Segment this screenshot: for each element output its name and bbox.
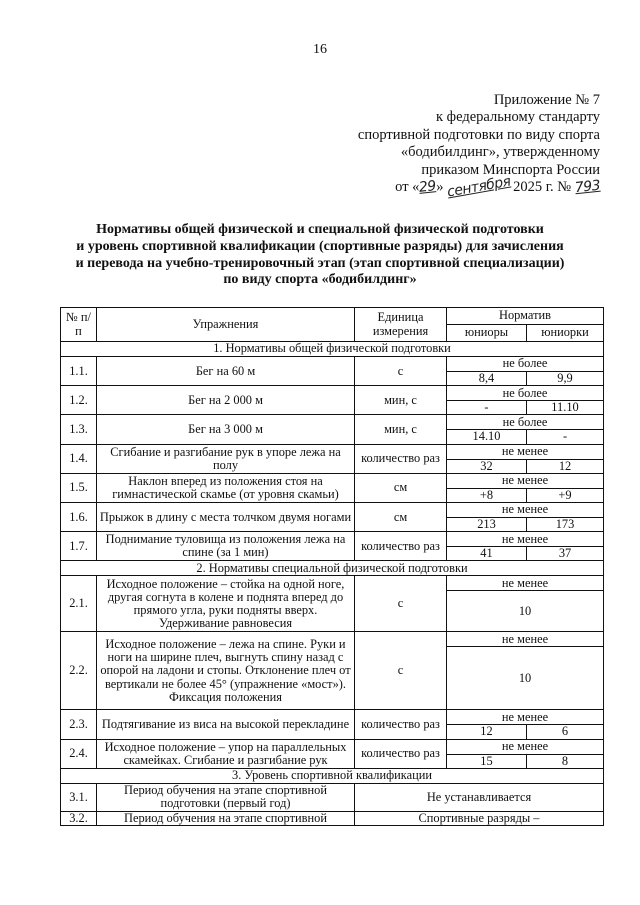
row-unit: количество раз [355,739,447,768]
row-num: 3.2. [61,811,97,825]
row-condition: не более [447,415,604,430]
table-row [61,444,604,459]
handwritten-month: сентября [446,173,512,201]
value-juniors-m: 12 [447,725,527,739]
row-num: 1.2. [61,386,97,415]
row-num: 1.6. [61,503,97,532]
row-unit: мин, с [355,386,447,415]
row-unit: см [355,473,447,502]
row-exercise: Подтягивание из виса на высокой перекладине [97,710,355,739]
value-common: 10 [447,647,604,710]
row-exercise: Бег на 60 м [97,357,355,386]
title-line: по виду спорта «бодибилдинг» [223,272,417,288]
date-prefix: от « [395,179,420,196]
value-juniors-m: 14.10 [447,430,527,444]
value-juniors-f: 37 [527,547,604,561]
row-num: 1.3. [61,415,97,444]
value-common: Спортивные разряды – [355,811,604,825]
value-common: Не устанавливается [355,783,604,811]
row-exercise: Период обучения на этапе спортивной [97,811,355,825]
row-exercise: Бег на 2 000 м [97,386,355,415]
handwritten-day: 29 [418,178,437,196]
value-juniors-m: 32 [447,459,527,473]
table-row [61,415,604,430]
appendix-header [300,92,601,201]
appendix-line: к федеральному стандарту [436,109,600,126]
table-header-row [61,308,604,325]
value-juniors-f: 11.10 [527,401,604,415]
header-exercise: Упражнения [97,308,355,342]
row-exercise: Исходное положение – лежа на спине. Руки и ноги на ширине плеч, выгнуть спину назад с опорой на ладони и стопы. Отклонение плеч от вертикали не более 45° (упражнение «мост»). Фиксация положения [97,632,355,710]
section-row [61,561,604,576]
row-condition: не менее [447,532,604,547]
table-row [61,576,604,591]
appendix-line: приказом Минспорта России [421,161,600,178]
row-exercise: Исходное положение – стойка на одной ноге, другая согнута в колене и поднята вперед до прямого угла, руки подняты вверх. Удерживание равновесия [97,576,355,632]
row-num: 2.2. [61,632,97,710]
section-title: 2. Нормативы специальной физической подготовки [61,561,604,576]
section-title: 3. Уровень спортивной квалификации [61,768,604,783]
document-title [30,222,610,289]
row-condition: не менее [447,710,604,725]
value-juniors-f: 173 [527,518,604,532]
section-title: 1. Нормативы общей физической подготовки [61,342,604,357]
row-unit: мин, с [355,415,447,444]
table-row [61,532,604,547]
row-unit: количество раз [355,532,447,561]
value-common: 10 [447,591,604,632]
value-juniors-m: - [447,401,527,415]
table-row [61,710,604,725]
table-row [61,357,604,372]
value-juniors-f: 12 [527,459,604,473]
row-unit: с [355,632,447,710]
header-juniors-m: юниоры [447,325,527,342]
appendix-line: «бодибилдинг», утвержденному [400,144,600,161]
appendix-line: спортивной подготовки по виду спорта [357,126,600,143]
value-juniors-m: +8 [447,488,527,502]
table-row [61,473,604,488]
handwritten-order-number: 793 [573,177,601,197]
row-condition: не менее [447,576,604,591]
row-num: 1.1. [61,357,97,386]
row-unit: с [355,357,447,386]
header-num: № п/п [61,308,97,342]
title-line: и уровень спортивной квалификации (спортивные разряды) для зачисления [76,238,564,254]
row-condition: не менее [447,444,604,459]
title-line: и перевода на учебно-тренировочный этап (этап спортивной специализации) [75,255,565,271]
row-condition: не более [447,357,604,372]
standards-table [60,307,604,826]
header-juniors-f: юниорки [527,325,604,342]
row-unit: см [355,503,447,532]
table-row [61,783,604,811]
row-condition: не менее [447,503,604,518]
value-juniors-f: 9,9 [527,372,604,386]
row-exercise: Прыжок в длину с места толчком двумя ногами [97,503,355,532]
table-row [61,632,604,647]
row-num: 3.1. [61,783,97,811]
table-row [61,386,604,401]
value-juniors-m: 213 [447,518,527,532]
section-row [61,768,604,783]
appendix-date-line [300,173,601,201]
value-juniors-m: 8,4 [447,372,527,386]
table-row [61,811,604,825]
row-num: 2.4. [61,739,97,768]
row-condition: не менее [447,739,604,754]
date-year: 2025 г. № [513,179,572,196]
row-unit: количество раз [355,444,447,473]
row-exercise: Сгибание и разгибание рук в упоре лежа на полу [97,444,355,473]
header-unit: Единица измерения [355,308,447,342]
row-exercise: Поднимание туловища из положения лежа на спине (за 1 мин) [97,532,355,561]
row-exercise: Период обучения на этапе спортивной подготовки (первый год) [97,783,355,811]
table-row [61,503,604,518]
row-condition: не более [447,386,604,401]
value-juniors-f: +9 [527,488,604,502]
row-num: 1.5. [61,473,97,502]
row-num: 2.3. [61,710,97,739]
date-mid: » [436,179,444,196]
row-exercise: Исходное положение – упор на параллельных скамейках. Сгибание и разгибание рук [97,739,355,768]
value-juniors-f: 8 [527,754,604,768]
row-exercise: Наклон вперед из положения стоя на гимнастической скамье (от уровня скамьи) [97,473,355,502]
row-condition: не менее [447,473,604,488]
value-juniors-m: 15 [447,754,527,768]
row-exercise: Бег на 3 000 м [97,415,355,444]
section-row [61,342,604,357]
value-juniors-f: - [527,430,604,444]
row-unit: с [355,576,447,632]
header-norm: Норматив [447,308,604,325]
page-number: 16 [313,42,327,57]
row-num: 1.4. [61,444,97,473]
value-juniors-m: 41 [447,547,527,561]
title-line: Нормативы общей физической и специальной физической подготовки [96,222,544,237]
table-row [61,739,604,754]
appendix-line: Приложение № 7 [493,92,600,108]
row-unit: количество раз [355,710,447,739]
row-num: 1.7. [61,532,97,561]
row-condition: не менее [447,632,604,647]
value-juniors-f: 6 [527,725,604,739]
row-num: 2.1. [61,576,97,632]
